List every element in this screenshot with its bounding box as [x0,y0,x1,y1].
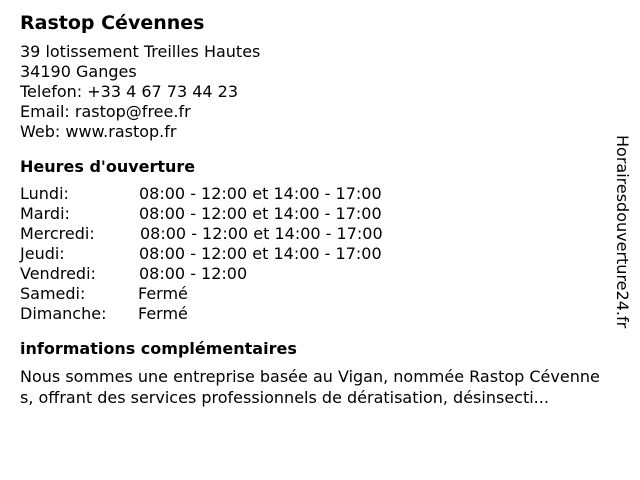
business-card [20,11,610,408]
day-label: Dimanche: [20,304,107,323]
time-value: 08:00 - 12:00 et 14:00 - 17:00 [140,224,383,243]
info-title: informations complémentaires [20,339,297,358]
email-line[interactable]: Email: rastop@free.fr [20,102,191,121]
site-watermark-label[interactable]: Horairesdouverture24.fr [613,135,632,329]
time-value: Fermé [138,284,188,303]
business-name: Rastop Cévennes [20,12,205,34]
day-label: Mercredi: [20,224,95,243]
time-value: 08:00 - 12:00 et 14:00 - 17:00 [139,204,382,223]
hours-row [20,284,610,304]
info-text: Nous sommes une entreprise basée au Vigan, nommée Rastop Cévennes, offrant des services professionnels de dératisation, désinsecti... [20,367,600,407]
hours-row [20,204,610,224]
hours-row [20,184,610,204]
hours-list [20,184,610,324]
day-label: Jeudi: [20,244,65,263]
day-label: Mardi: [20,204,70,223]
hours-title: Heures d'ouverture [20,157,196,176]
address-block [20,42,610,142]
day-label: Vendredi: [20,264,96,283]
phone-line[interactable]: Telefon: +33 4 67 73 44 23 [20,82,239,101]
hours-row [20,304,610,324]
time-value: Fermé [138,304,188,323]
address-line-1: 39 lotissement Treilles Hautes [20,42,261,61]
hours-row [20,264,610,284]
time-value: 08:00 - 12:00 et 14:00 - 17:00 [139,184,382,203]
time-value: 08:00 - 12:00 et 14:00 - 17:00 [139,244,382,263]
address-line-2: 34190 Ganges [20,62,137,81]
time-value: 08:00 - 12:00 [139,264,248,283]
web-line[interactable]: Web: www.rastop.fr [20,122,177,141]
hours-row [20,244,610,264]
day-label: Samedi: [20,284,86,303]
day-label: Lundi: [20,184,69,203]
hours-row [20,224,610,244]
